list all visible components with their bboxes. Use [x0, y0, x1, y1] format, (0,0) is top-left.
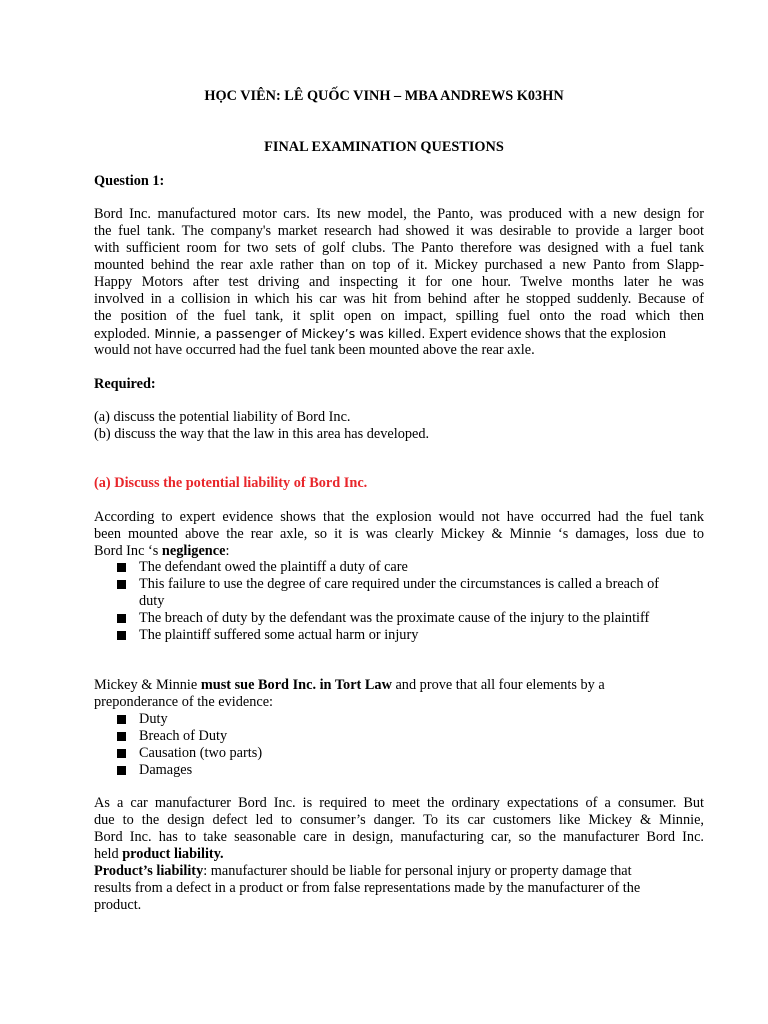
element-bullet-item: Damages	[139, 762, 193, 778]
product-liability-line	[94, 863, 632, 880]
intro-text: Bord Inc ‘s	[94, 543, 162, 559]
element-bullet-item: Causation (two parts)	[139, 745, 263, 761]
question-text-part: exploded	[94, 326, 147, 342]
question-paragraph-line: Happy Motors after test driving and inspecting it for one hour. Twelve months later he was	[94, 274, 704, 290]
bullet-square-icon	[117, 766, 126, 775]
product-liability-line: results from a defect in a product or from false representations made by the manufacturer of the	[94, 880, 641, 896]
sue-line: preponderance of the evidence:	[94, 694, 274, 710]
student-header: HỌC VIÊN: LÊ QUỐC VINH – MBA ANDREWS K03HN	[204, 88, 564, 104]
sue-text: and prove that all four elements by a	[391, 677, 605, 693]
bullet-square-icon	[117, 732, 126, 741]
product-liability-term: product liability.	[122, 846, 224, 862]
bullet-square-icon	[117, 563, 126, 572]
element-bullet-item: Duty	[139, 711, 168, 727]
bullet-square-icon	[117, 749, 126, 758]
bullet-square-icon	[117, 631, 126, 640]
manufacturer-line: Bord Inc. has to take seasonable care in design, manufacturing car, so the manufacturer Bord Inc.	[94, 829, 704, 845]
question-paragraph-line	[94, 325, 666, 343]
question-paragraph-line: would not have occurred had the fuel tank been mounted above the rear axle.	[94, 342, 535, 358]
product-liability-text: : manufacturer should be liable for personal injury or property damage that	[203, 863, 632, 879]
negligence-bullet-item: This failure to use the degree of care required under the circumstances is called a breach of	[139, 576, 660, 592]
manufacturer-line: As a car manufacturer Bord Inc. is required to meet the ordinary expectations of a consumer. But	[94, 795, 704, 811]
sue-line	[94, 677, 605, 694]
product-liability-line: product.	[94, 897, 142, 913]
required-label: Required:	[94, 376, 156, 392]
answer-intro-line: According to expert evidence shows that the explosion would not have occurred had the fuel tank	[94, 509, 704, 525]
sue-emphasis: must sue Bord Inc. in Tort Law	[200, 677, 392, 693]
manufacturer-text: held	[94, 846, 123, 862]
answer-intro-line	[94, 543, 229, 560]
negligence-bullet-item: The breach of duty by the defendant was the proximate cause of the injury to the plaintiff	[139, 610, 650, 626]
question-paragraph-line: the position of the fuel tank, it split open on impact, spilling fuel onto the road which then	[94, 308, 704, 324]
required-item-a: (a) discuss the potential liability of Bord Inc.	[94, 409, 351, 425]
question-text-part: Expert evidence shows that the explosion	[425, 326, 666, 342]
negligence-bullet-item-continued: duty	[139, 593, 165, 609]
exam-title: FINAL EXAMINATION QUESTIONS	[264, 139, 504, 155]
intro-colon: :	[225, 543, 230, 559]
answer-intro-line: been mounted above the rear axle, so it is was clearly Mickey & Minnie ‘s damages, loss due to	[94, 526, 704, 542]
manufacturer-line	[94, 846, 224, 863]
bullet-square-icon	[117, 614, 126, 623]
product-liability-label: Product’s liability	[94, 863, 204, 879]
question-paragraph-line: with sufficient room for two sets of golf clubs. The Panto therefore was designed with a fuel tank	[94, 240, 704, 256]
negligence-bullet-item: The defendant owed the plaintiff a duty of care	[139, 559, 408, 575]
element-bullet-item: Breach of Duty	[139, 728, 228, 744]
negligence-bullet-item: The plaintiff suffered some actual harm or injury	[139, 627, 419, 643]
sue-text: Mickey & Minnie	[94, 677, 201, 693]
negligence-term: negligence	[161, 543, 226, 559]
bullet-square-icon	[117, 580, 126, 589]
question-paragraph-line: Bord Inc. manufactured motor cars. Its new model, the Panto, was produced with a new design for	[94, 206, 704, 222]
question-paragraph-line: mounted behind the rear axle rather than on top of it. Mickey purchased a new Panto from Slapp-	[94, 257, 704, 273]
question-paragraph-line: involved in a collision in which his car was hit from behind after he stopped suddenly. Because of	[94, 291, 704, 307]
manufacturer-line: due to the design defect led to consumer’s danger. To its car customers like Mickey & Minnie,	[94, 812, 704, 828]
bullet-square-icon	[117, 715, 126, 724]
question-label: Question 1:	[94, 173, 165, 189]
question-paragraph-line: the fuel tank. The company's market research had showed it was desirable to provide a larger boot	[94, 223, 704, 239]
question-text-minnie: . Minnie, a passenger of Mickey’s was killed.	[146, 326, 426, 341]
answer-a-heading: (a) Discuss the potential liability of Bord Inc.	[94, 475, 368, 491]
required-item-b: (b) discuss the way that the law in this area has developed.	[94, 426, 430, 442]
